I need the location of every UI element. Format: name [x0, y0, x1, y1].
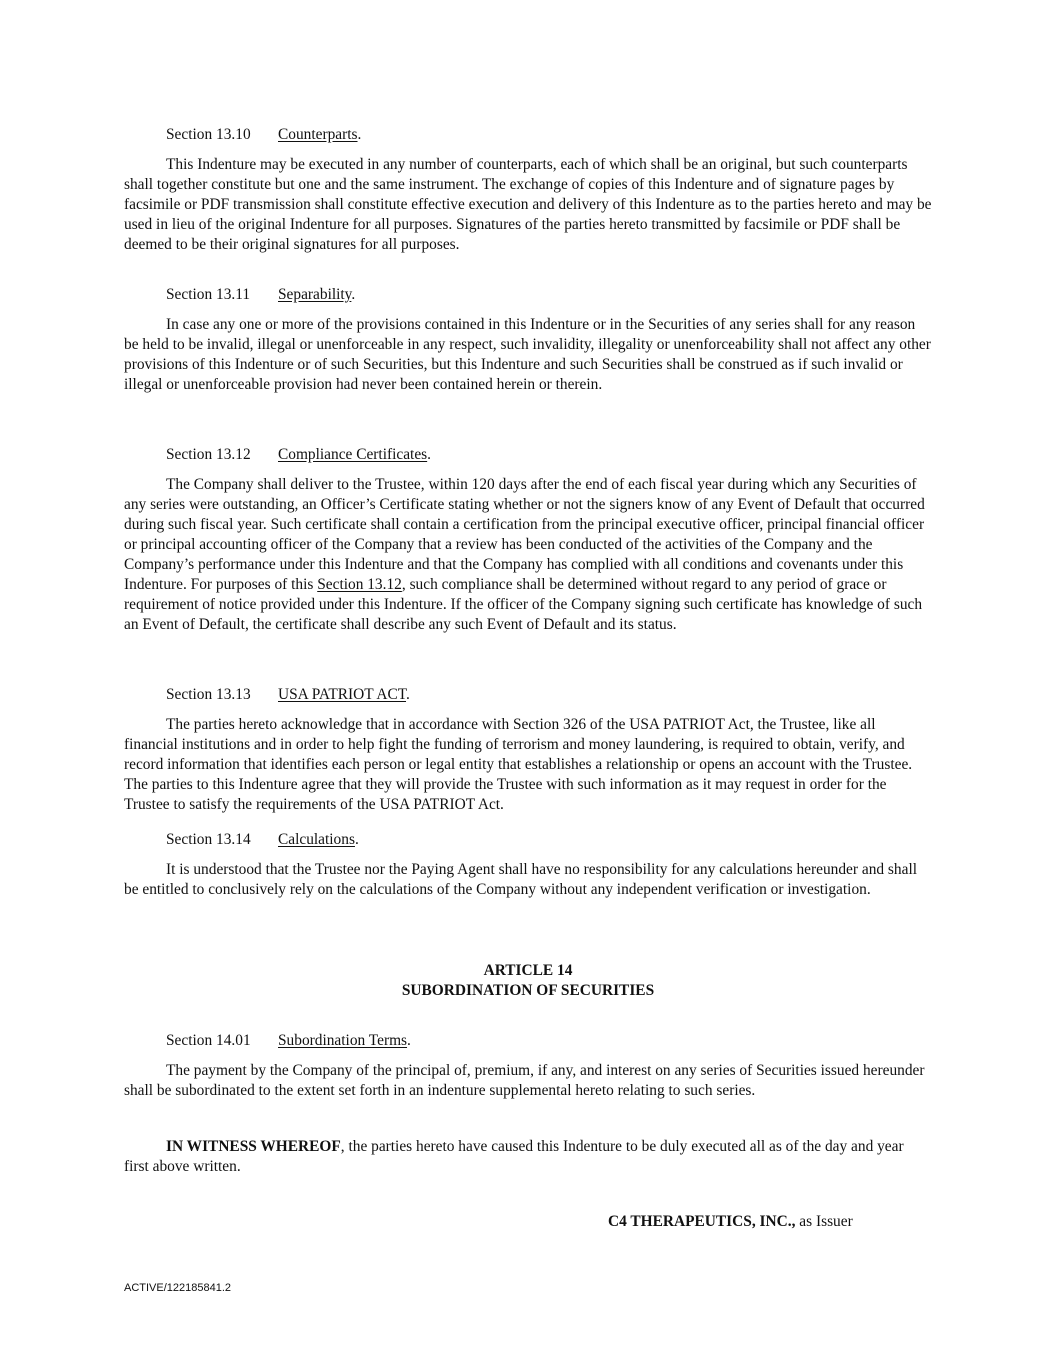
signature-role: as Issuer [795, 1213, 853, 1230]
section-title: Separability [278, 286, 352, 303]
section-number: Section 13.14 [166, 831, 251, 848]
document-footer-id: ACTIVE/122185841.2 [124, 1282, 232, 1294]
signature-company: C4 THERAPEUTICS, INC., [608, 1213, 796, 1230]
section-title: USA PATRIOT ACT [278, 686, 407, 703]
section-heading-13-12: Section 13.12 Compliance Certificates. [166, 446, 432, 463]
section-body-13-14: It is understood that the Trustee nor the Paying Agent shall have no responsibility for any calculations hereunder and shall be entitled to conclusively rely on the calculations of the Company without any independent verification or investigation. [124, 861, 917, 898]
section-number: Section 13.13 [166, 686, 251, 703]
section-number: Section 14.01 [166, 1032, 251, 1049]
witness-clause: IN WITNESS WHEREOF, the parties hereto have caused this Indenture to be duly executed all as of the day and year first above written. [124, 1138, 904, 1175]
section-number: Section 13.12 [166, 446, 251, 463]
section-heading-13-11: Section 13.11 Separability. [166, 286, 356, 303]
section-number: Section 13.10 [166, 126, 251, 143]
section-body-13-12: The Company shall deliver to the Trustee, within 120 days after the end of each fiscal year during which any Securities of any series were outstanding, an Officer’s Certificate stating whether or not the signers know of any Event of Default that occurred during such fiscal year. Such certificate shall contain a certification from the principal executive officer, principal financial officer or principal accounting officer of the Company that a review has been conducted of the activities of the Company and the Company’s performance under this Indenture and that the Company has complied with all conditions and covenants under this Indenture. For purposes of this Section 13.12, such compliance shall be determined without regard to any period of grace or requirement of notice provided under this Indenture. If the officer of the Company signing such certificate has knowledge of such an Event of Default, the certificate shall describe any such Event of Default and its status. [124, 476, 925, 633]
section-body-13-10: This Indenture may be executed in any number of counterparts, each of which shall be an original, but such counterparts shall together constitute but one and the same instrument. The exchange of copies of this Indenture and of signature pages by facsimile or PDF transmission shall constitute effective execution and delivery of this Indenture as to the parties hereto and may be used in lieu of the original Indenture for all purposes. Signatures of the parties hereto transmitted by facsimile or PDF shall be deemed to be their original signatures for all purposes. [124, 156, 932, 253]
section-title: Subordination Terms [278, 1032, 408, 1049]
section-title: Compliance Certificates [278, 446, 428, 463]
article-title: SUBORDINATION OF SECURITIES [401, 982, 655, 999]
section-body-14-01: The payment by the Company of the principal of, premium, if any, and interest on any series of Securities issued hereunder shall be subordinated to the extent set forth in an indenture supplemental hereto relating to such series. [124, 1062, 925, 1099]
signature-block [608, 1212, 853, 1232]
section-title: Calculations [278, 831, 355, 848]
article-number: ARTICLE 14 [483, 962, 573, 979]
section-heading-13-14: Section 13.14 Calculations. [166, 831, 359, 848]
section-heading-13-10: Section 13.10 Counterparts. [166, 126, 362, 143]
section-body-13-11: In case any one or more of the provisions contained in this Indenture or in the Securities of any series shall for any reason be held to be invalid, illegal or unenforceable in any respect, such invalidity, illegality or unenforceability shall not affect any other provisions of this Indenture or of such Securities, but this Indenture and such Securities shall be construed as if such invalid or illegal or unenforceable provision had never been contained herein or therein. [124, 316, 931, 393]
section-number: Section 13.11 [166, 286, 251, 303]
witness-lead: IN WITNESS WHEREOF [166, 1138, 341, 1155]
section-heading-13-13: Section 13.13 USA PATRIOT ACT. [166, 686, 410, 703]
section-title: Counterparts [278, 126, 358, 143]
section-body-13-13: The parties hereto acknowledge that in accordance with Section 326 of the USA PATRIOT Act, the Trustee, like all financial institutions and in order to help fight the funding of terrorism and money laundering, is required to obtain, verify, and record information that identifies each person or legal entity that establishes a relationship or opens an account with the Trustee. The parties to this Indenture agree that they will provide the Trustee with such information as it may request in order for the Trustee to satisfy the requirements of the USA PATRIOT Act. [124, 716, 913, 813]
section-heading-14-01: Section 14.01 Subordination Terms. [166, 1032, 411, 1049]
section-cross-reference-link[interactable]: Section 13.12 [317, 576, 402, 593]
